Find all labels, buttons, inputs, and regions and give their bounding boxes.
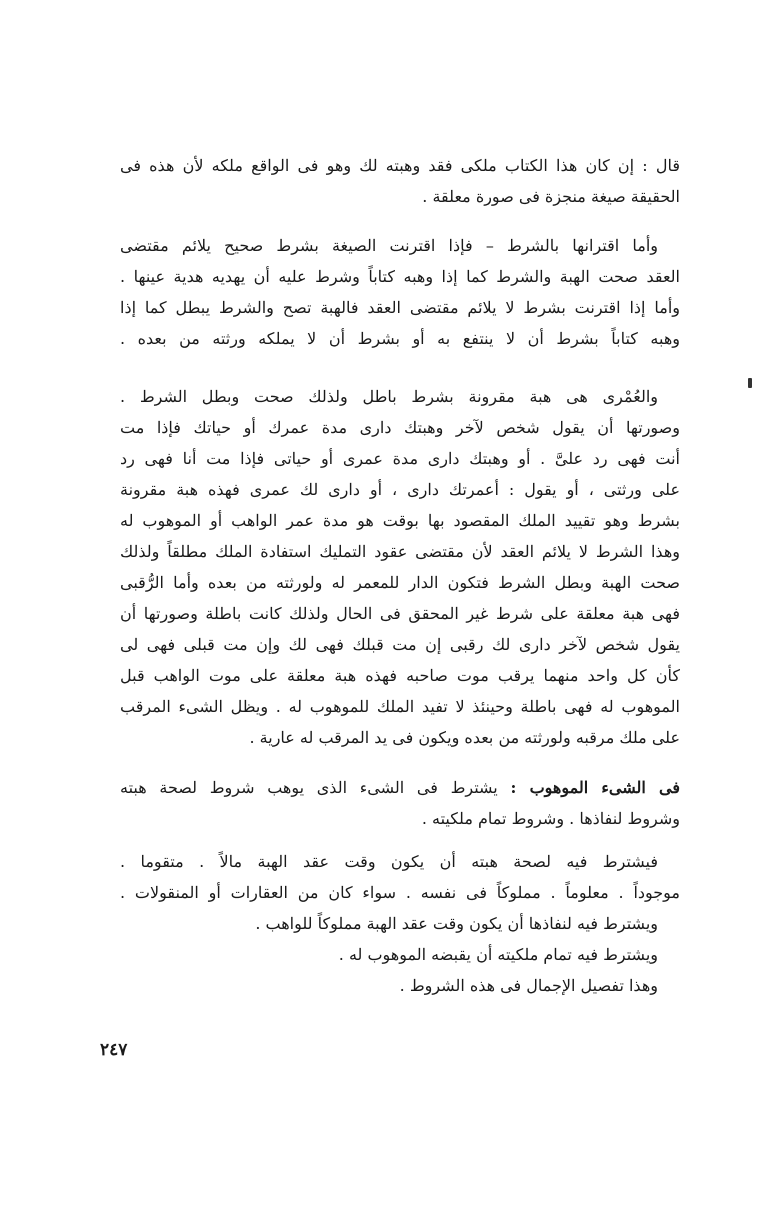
text-line: موجوداً . معلوماً . مملوكاً فى نفسه . سواء كان من العقارات أو المنقولات . (120, 883, 680, 902)
text-line: كأن كل واحد منهما يرقب موت صاحبه فهذه هبة معلقة على موت الواهب قبل (120, 666, 680, 685)
margin-mark (748, 378, 752, 388)
text-line: قال : إن كان هذا الكتاب ملكى فقد وهبته لك وهو فى الواقع ملكه لأن هذه فى (120, 156, 680, 175)
text-line: على ورثتى ، أو يقول : أعمرتك دارى ، أو دارى لك عمرى فهذه هبة مقرونة (120, 480, 680, 499)
paragraph-2 (120, 230, 680, 354)
heading-continuation: يشترط فى الشىء الذى يوهب شروط لصحة هبته (120, 778, 498, 797)
text-line: وشروط لنفاذها . وشروط تمام ملكيته . (421, 809, 680, 828)
text-line: ويشترط فيه تمام ملكيته أن يقبضه الموهوب له . (338, 945, 658, 964)
text-line: أنت فهى رد علىَّ . أو وهبتك دارى مدة عمرى أو حياتى فإذا مت أنا فهى رد (120, 449, 680, 468)
paragraph-1 (120, 150, 680, 212)
paragraph-5 (120, 846, 680, 1001)
text-line: وأما اقترانها بالشرط – فإذا اقترنت الصيغة بشرط صحيح يلائم مقتضى (120, 236, 658, 255)
paragraph-3 (120, 381, 680, 753)
text-line: فيشترط فيه لصحة هبته أن يكون وقت عقد الهبة مالاً . متقوما . (120, 852, 658, 871)
section-heading: فى الشىء الموهوب : (510, 778, 680, 797)
page-number: ٢٤٧ (100, 1040, 128, 1060)
text-line: يقول شخص لآخر دارى لك رقبى إن مت قبلك فهى لك وإن مت قبلى فهى لى (120, 635, 680, 654)
text-line: ويشترط فيه لنفاذها أن يكون وقت عقد الهبة مملوكاً للواهب . (255, 914, 658, 933)
text-line: والعُمْرى هى هبة مقرونة بشرط باطل ولذلك صحت وبطل الشرط . (120, 387, 658, 406)
text-line: وهذا تفصيل الإجمال فى هذه الشروط . (399, 976, 658, 995)
text-line: وهبه كتاباً بشرط أن لا ينتفع به أو بشرط أن لا يملكه ورثته من بعده . (120, 329, 680, 348)
text-line: فهى هبة معلقة على شرط غير المحقق فى الحال ولذلك كانت باطلة وصورتها أن (120, 604, 680, 623)
text-line: الموهوب له فهى باطلة وحينئذ لا تفيد الملك للموهوب له . ويظل الشىء المرقب (120, 697, 680, 716)
text-line: وهذا الشرط لا يلائم العقد لأن مقتضى عقود التمليك استفادة الملك مطلقاً ولذلك (120, 542, 680, 561)
text-line: الحقيقة صيغة منجزة فى صورة معلقة . (422, 187, 680, 206)
text-line: بشرط وهو تقييد الملك المقصود بها بوقت هو مدة عمر الواهب أو الموهوب له (120, 511, 680, 530)
text-line: وصورتها أن يقول شخص لآخر وهبتك دارى مدة عمرك أو حياتك فإذا مت (120, 418, 680, 437)
text-line: العقد صحت الهبة والشرط كما إذا وهبه كتاباً وشرط عليه أن يهديه هدية عينها . (120, 267, 680, 286)
text-line: على ملك مرقبه ولورثته من بعده ويكون فى يد المرقب له عارية . (249, 728, 680, 747)
text-line (120, 772, 680, 803)
text-line: وأما إذا اقترنت بشرط لا يلائم مقتضى العقد فالهبة تصح والشرط يبطل كما إذا (120, 298, 680, 317)
text-line: صحت الهبة وبطل الشرط فتكون الدار للمعمر له ولورثته من بعده وأما الرُّقبى (120, 573, 680, 592)
paragraph-4 (120, 772, 680, 834)
